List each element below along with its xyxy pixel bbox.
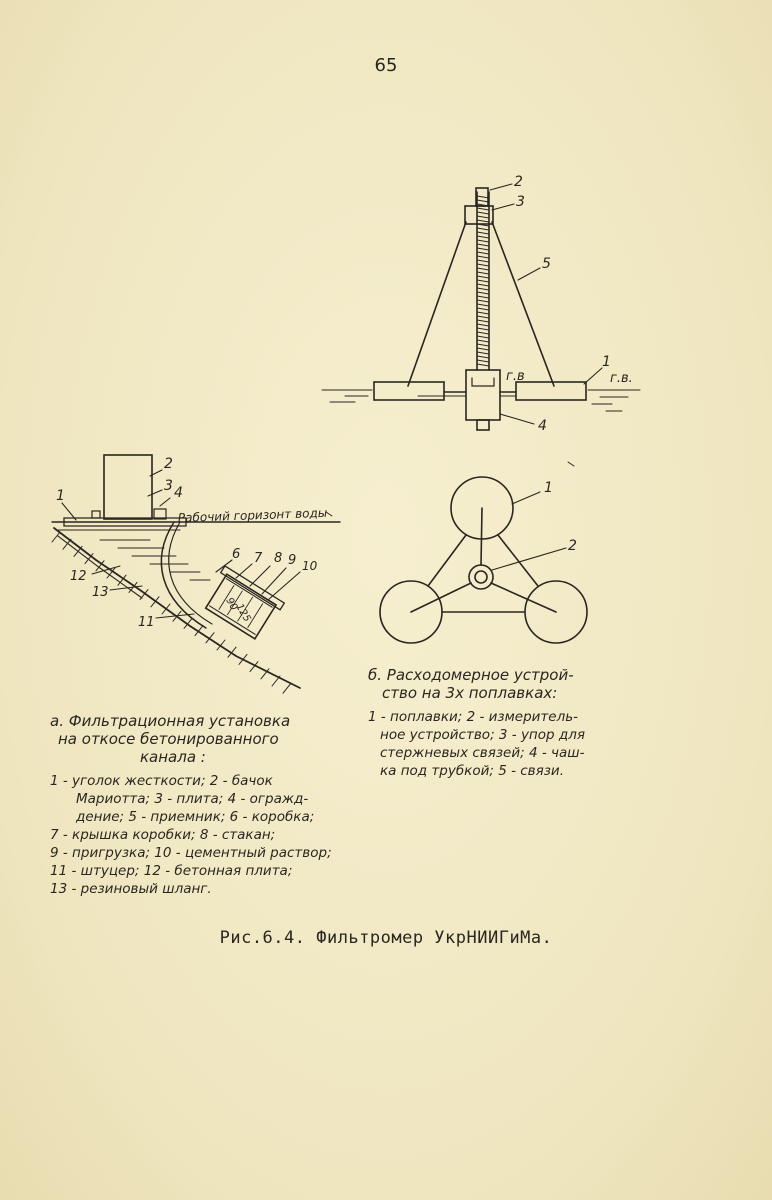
label-plan-1: 1	[544, 480, 553, 496]
figure-b-legend-items: 1 - поплавки; 2 - измеритель- ное устройство; 3 - упор для стержневых связей; 4 - чаш- ка под трубкой; 5 - связи.	[368, 709, 585, 779]
label-a-3: 3	[164, 478, 173, 494]
label-gv-center: г.в	[506, 369, 525, 384]
label-a-4: 4	[174, 485, 183, 501]
label-a-8: 8	[274, 551, 283, 566]
page-number: 65	[374, 55, 398, 76]
filtration-setup-drawing	[52, 455, 340, 693]
label-b-5: 5	[542, 256, 551, 272]
label-dim-90: 90	[223, 596, 240, 613]
label-b-2: 2	[514, 174, 523, 190]
label-a-2: 2	[164, 456, 173, 472]
label-b-4: 4	[538, 418, 547, 434]
figure-b-legend	[368, 666, 668, 780]
label-a-11: 11	[138, 615, 155, 630]
measuring-ring-outer	[469, 565, 493, 589]
label-a-13: 13	[92, 585, 109, 600]
float-device-side-view	[322, 184, 640, 430]
label-a-12: 12	[70, 569, 87, 584]
figure-b-title: б. Расходомерное устрой- ство на 3х поплавках:	[368, 666, 574, 702]
mariotte-tank	[104, 455, 152, 519]
water-level-label: Рабочий горизонт воды	[177, 505, 328, 525]
label-b-1: 1	[602, 354, 611, 370]
label-gv-right: г.в.	[610, 371, 633, 386]
figure-a-legend	[50, 712, 410, 898]
figure-a-title: а. Фильтрационная установка на откосе бетонированного канала :	[50, 712, 291, 766]
label-a-1: 1	[56, 488, 65, 504]
label-b-3: 3	[516, 194, 525, 210]
float-device-plan-view	[380, 462, 587, 643]
label-a-9: 9	[288, 553, 297, 568]
figure-caption: Рис.6.4. Фильтромер УкрНИИГиМа.	[219, 928, 553, 948]
central-housing	[466, 370, 500, 420]
label-a-6: 6	[232, 547, 241, 562]
measuring-ring-inner	[475, 571, 487, 583]
label-a-10: 10	[302, 559, 318, 573]
label-dim-125: 125	[233, 602, 253, 625]
label-a-7: 7	[254, 551, 263, 566]
figure-a-legend-items: 1 - уголок жесткости; 2 - бачок Мариотта; 3 - плита; 4 - огражд- дение; 5 - приемник; 6 - коробка; 7 - крышка коробки; 8 - стакан; 9 - пригрузка; 10 - цементный раствор; 11 - штуцер; 12 - бетонная плита; 13 - резиновый шланг.	[50, 773, 332, 897]
right-float	[516, 382, 586, 400]
label-plan-2: 2	[568, 538, 577, 554]
